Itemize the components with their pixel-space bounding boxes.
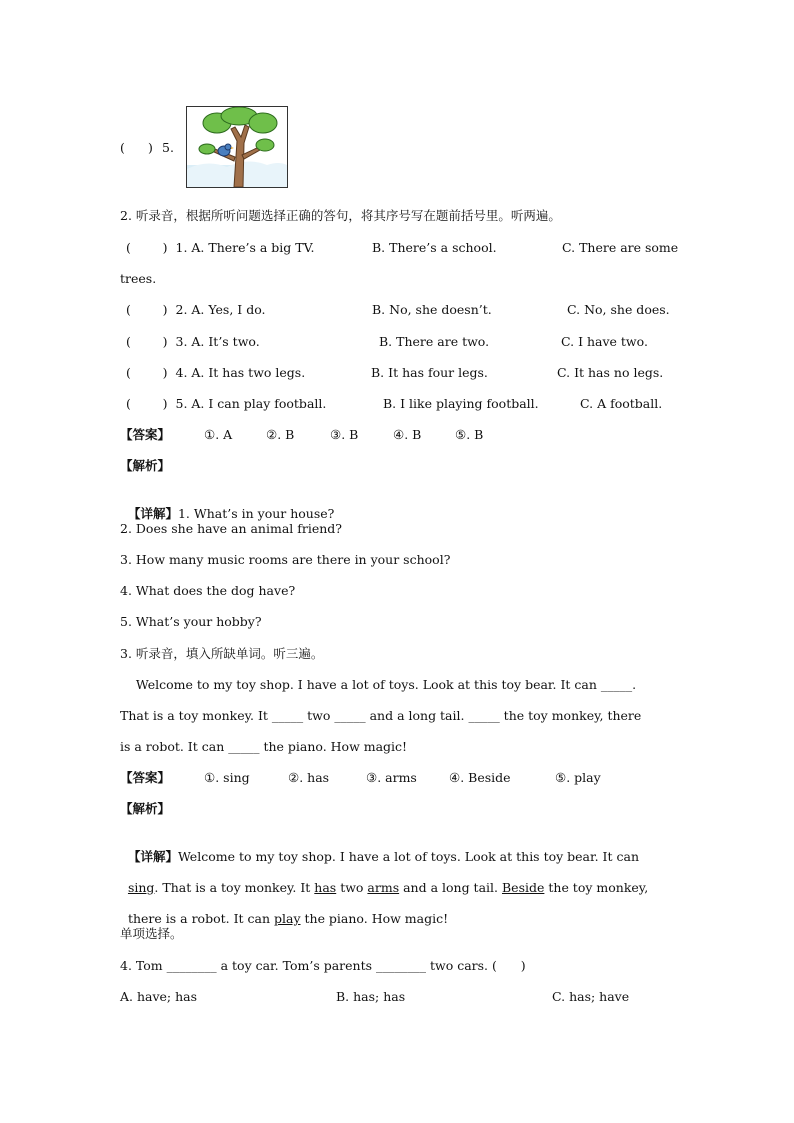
s2-item2-prefix: ( ) 2. A. Yes, I do. bbox=[126, 302, 266, 317]
s2-item3-option-b: B. There are two. bbox=[379, 334, 490, 349]
s4-option-b: B. has; has bbox=[336, 989, 406, 1004]
s2-detail-3: 3. How many music rooms are there in your school? bbox=[120, 552, 451, 567]
s2-detail-4: 4. What does the dog have? bbox=[120, 583, 296, 598]
s3-answer-word-play: play bbox=[274, 911, 301, 926]
s2-item5-option-b: B. I like playing football. bbox=[383, 396, 539, 411]
s3-detail-line1 bbox=[120, 833, 639, 865]
tree-with-bird-illustration bbox=[186, 106, 288, 188]
s4-option-a: A. have; has bbox=[120, 989, 198, 1004]
s4-question: 4. Tom ________ a toy car. Tom’s parents ________ two cars. ( ) bbox=[120, 958, 526, 973]
s3-passage-line1: Welcome to my toy shop. I have a lot of toys. Look at this toy bear. It can _____. bbox=[120, 677, 637, 692]
s2-item1-option-b: B. There’s a school. bbox=[372, 240, 497, 255]
s2-answer-label: 【答案】 bbox=[120, 427, 171, 442]
s3-detail-text-2a: . That is a toy monkey. It bbox=[154, 880, 315, 895]
s3-detail-text-3a: there is a robot. It can bbox=[127, 911, 274, 926]
s3-detail-text-2d: the toy monkey, bbox=[544, 880, 649, 895]
s3-detail-text-3b: the piano. How magic! bbox=[300, 911, 449, 926]
s2-item1-continued: trees. bbox=[120, 271, 157, 286]
s3-passage-line2: That is a toy monkey. It _____ two _____ and a long tail. _____ the toy monkey, there bbox=[120, 708, 642, 723]
s2-analysis-label: 【解析】 bbox=[120, 458, 171, 473]
s2-item5-prefix: ( ) 5. A. I can play football. bbox=[126, 396, 327, 411]
s3-detail-line3 bbox=[120, 895, 448, 927]
q5-paren-close: ) bbox=[148, 140, 153, 155]
s2-answer-1: ①. A bbox=[204, 427, 233, 442]
s4-option-c: C. has; have bbox=[552, 989, 630, 1004]
s3-answer-word-sing: sing bbox=[127, 880, 155, 895]
s2-item5-option-c: C. A football. bbox=[580, 396, 663, 411]
s3-detail-text-1: Welcome to my toy shop. I have a lot of toys. Look at this toy bear. It can bbox=[177, 849, 639, 864]
s3-answer-5: ⑤. play bbox=[555, 770, 601, 785]
section2-heading: 2. 听录音，根据所听问题选择正确的答句，将其序号写在题前括号里。听两遍。 bbox=[120, 208, 561, 223]
s3-detail-label: 【详解】 bbox=[127, 849, 178, 864]
s2-answer-2: ②. B bbox=[266, 427, 295, 442]
section3-heading: 3. 听录音，填入所缺单词。听三遍。 bbox=[120, 646, 324, 661]
s2-item1-option-c: C. There are some bbox=[562, 240, 679, 255]
s3-answer-label: 【答案】 bbox=[120, 770, 171, 785]
s3-detail-line2 bbox=[120, 864, 648, 896]
s3-detail-text-2b: two bbox=[336, 880, 368, 895]
s2-answer-3: ③. B bbox=[330, 427, 359, 442]
s2-item2-option-c: C. No, she does. bbox=[567, 302, 670, 317]
s2-item3-option-c: C. I have two. bbox=[561, 334, 648, 349]
section4-heading: 单项选择。 bbox=[120, 926, 183, 941]
s3-analysis-label: 【解析】 bbox=[120, 801, 171, 816]
s3-detail-text-2c: and a long tail. bbox=[399, 880, 502, 895]
s3-passage-line3: is a robot. It can _____ the piano. How magic! bbox=[120, 739, 408, 754]
s3-answer-word-beside: Beside bbox=[501, 880, 545, 895]
s3-answer-4: ④. Beside bbox=[449, 770, 511, 785]
s2-item4-option-b: B. It has four legs. bbox=[371, 365, 488, 380]
s2-detail-5: 5. What’s your hobby? bbox=[120, 614, 262, 629]
s2-answer-5: ⑤. B bbox=[455, 427, 484, 442]
s2-detail-1: 1. What’s in your house? bbox=[177, 506, 335, 521]
s2-detail-2: 2. Does she have an animal friend? bbox=[120, 521, 343, 536]
s3-answer-word-arms: arms bbox=[367, 880, 400, 895]
s2-item3-prefix: ( ) 3. A. It’s two. bbox=[126, 334, 260, 349]
s3-answer-word-has: has bbox=[314, 880, 337, 895]
s2-detail-label: 【详解】 bbox=[127, 506, 178, 521]
q5-paren-open: ( bbox=[120, 140, 125, 155]
s2-item1-prefix: ( ) 1. A. There’s a big TV. bbox=[126, 240, 315, 255]
s2-item4-option-c: C. It has no legs. bbox=[557, 365, 664, 380]
s3-answer-2: ②. has bbox=[288, 770, 330, 785]
q5-number: 5. bbox=[162, 140, 174, 155]
s2-item4-prefix: ( ) 4. A. It has two legs. bbox=[126, 365, 306, 380]
s3-answer-3: ③. arms bbox=[366, 770, 417, 785]
s2-item2-option-b: B. No, she doesn’t. bbox=[372, 302, 492, 317]
s2-answer-4: ④. B bbox=[393, 427, 422, 442]
s3-answer-1: ①. sing bbox=[204, 770, 250, 785]
s2-detail-line1 bbox=[120, 490, 334, 522]
